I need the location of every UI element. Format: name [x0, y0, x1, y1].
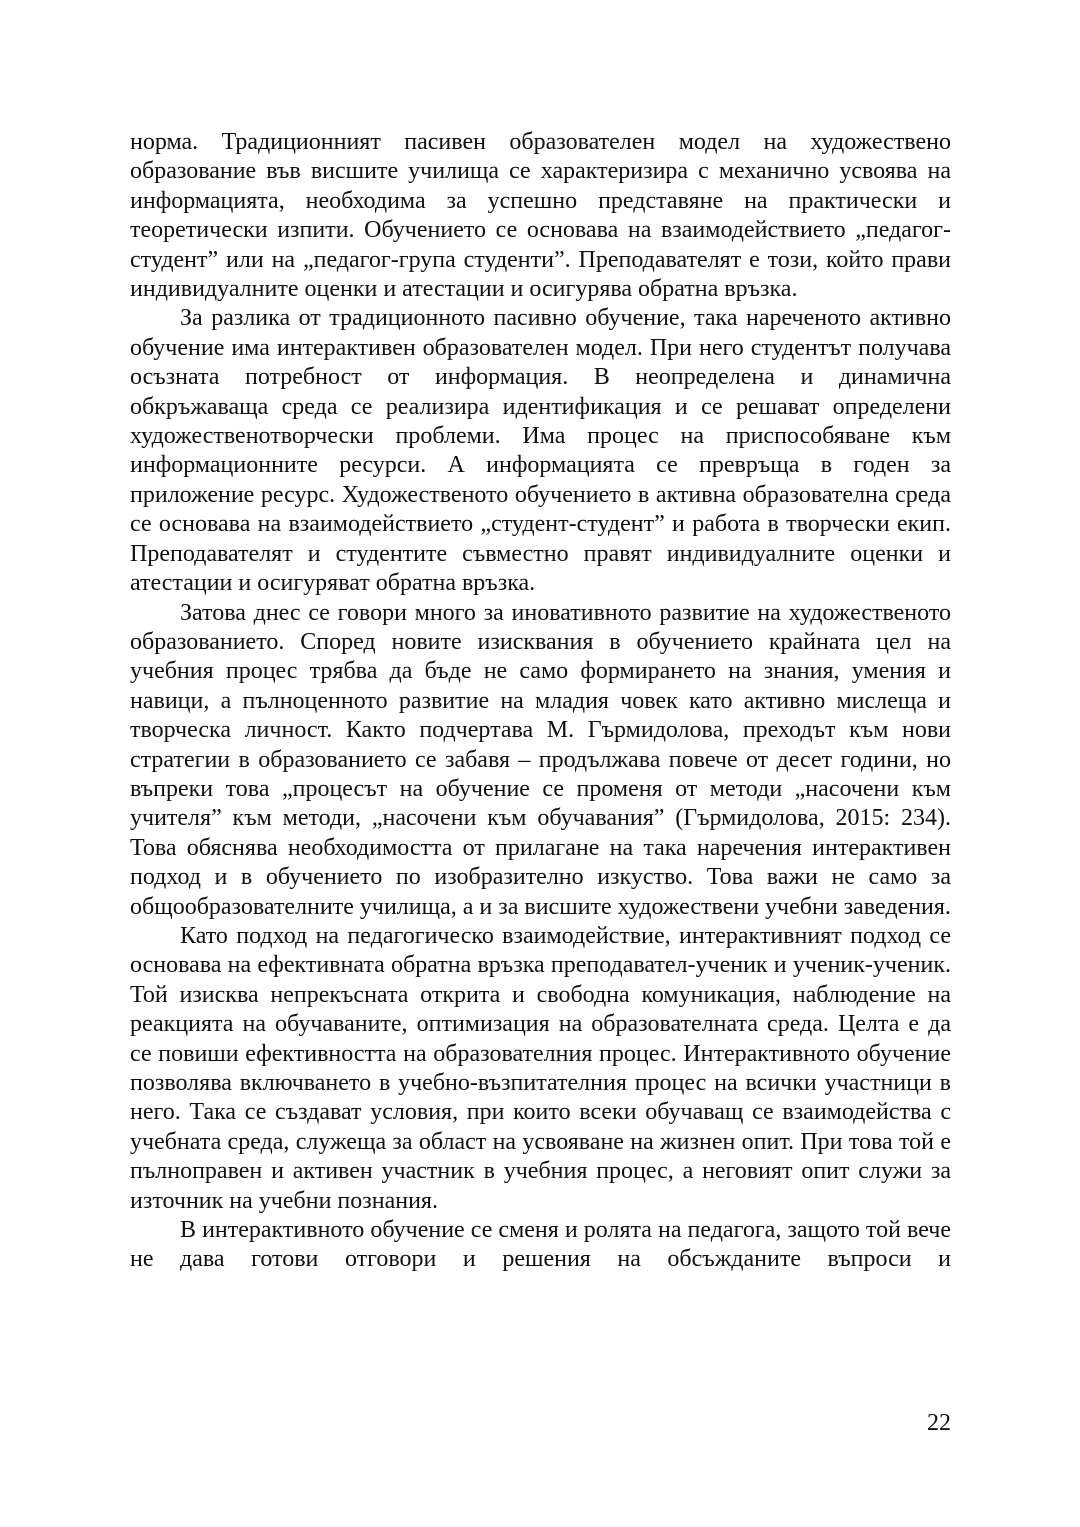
paragraph-3: Затова днес се говори много за иновативното развитие на художественото образованието. Според новите изисквания в обучението крайната цел на учебния процес трябва да бъде не само формирането на знания, умения и навици, а пълноценното развитие на младия човек като активно мислеща и творческа личност. Както подчертава М. Гърмидолова, преходът към нови стратегии в образованието се забавя – продължава повече от десет години, но въпреки това „процесът на обучение се променя от методи „насочени към учителя” към методи, „насочени към обучавания” (Гърмидолова, 2015: 234). Това обяснява необходимостта от прилагане на така наречения интерактивен подход и в обучението по изобразително изкуство. Това важи не само за общообразователните училища, а и за висшите художествени учебни заведения. — [130, 599, 951, 920]
paragraph-4: Като подход на педагогическо взаимодействие, интерактивният подход се основава на ефективната обратна връзка преподавател-ученик и ученик-ученик. Той изисква непрекъсната открита и свободна комуникация, наблюдение на реакцията на обучаваните, оптимизация на образователната среда. Целта е да се повиши ефективността на образователния процес. Интерактивното обучение позволява включването в учебно-възпитателния процес на всички участници в него. Така се създават условия, при които всеки обучаващ се взаимодейства с учебната среда, служеща за област на усвояване на жизнен опит. При това той е пълноправен и активен участник в учебния процес, а неговият опит служи за източник на учебни познания. — [130, 922, 951, 1214]
paragraph-1: норма. Традиционният пасивен образователен модел на художествено образование във висшите училища се характеризира с механично усвоява на информацията, необходима за успешно представяне на практически и теоретически изпити. Обучението се основава на взаимодействието „педагог-студент” или на „педагог-група студенти”. Преподавателят е този, който прави индивидуалните оценки и атестации и осигурява обратна връзка. — [130, 129, 951, 303]
body-text — [130, 128, 951, 1275]
paragraph-5: В интерактивното обучение се сменя и ролята на педагога, защото той вече не дава готови отговори и решения на обсъжданите въпроси и — [130, 1217, 951, 1273]
page-number: 22 — [927, 1410, 951, 1436]
paragraph-2: За разлика от традиционното пасивно обучение, така нареченото активно обучение има интерактивен образователен модел. При него студентът получава осъзната потребност от информация. В неопределена и динамична обкръжаваща среда се реализира идентификация и се решават определени художественотворчески проблеми. Има процес на приспособяване към информационните ресурси. А информацията се превръща в годен за приложение ресурс. Художественото обучението в активна образователна среда се основава на взаимодействието „студент-студент” и работа в творчески екип. Преподавателят и студентите съвместно правят индивидуалните оценки и атестации и осигуряват обратна връзка. — [130, 305, 951, 597]
